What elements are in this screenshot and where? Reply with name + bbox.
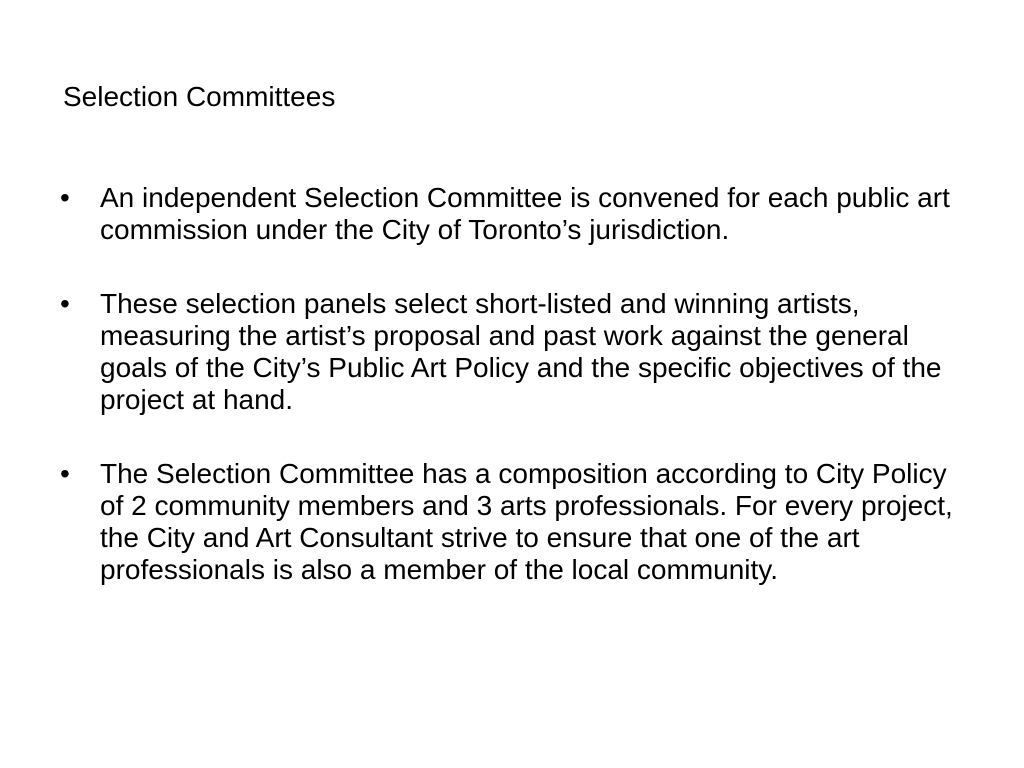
bullet-marker: • xyxy=(60,182,70,213)
bullet-marker: • xyxy=(60,288,70,319)
bullet-text: These selection panels select short-listed and winning artists, measuring the artist’s proposal and past work against the general goals of the City’s Public Art Policy and the specific objectives of the project at hand. xyxy=(100,288,942,415)
bullet-item xyxy=(60,458,960,586)
slide-title: Selection Committees xyxy=(63,81,336,112)
bullet-text: An independent Selection Committee is convened for each public art commission under the City of Toronto’s jurisdiction. xyxy=(100,182,950,245)
bullet-marker: • xyxy=(60,458,70,489)
bullet-list xyxy=(60,182,960,628)
bullet-item xyxy=(60,182,960,246)
bullet-item xyxy=(60,288,960,416)
bullet-text: The Selection Committee has a composition according to City Policy of 2 community members and 3 arts professionals. For every project, the City and Art Consultant strive to ensure that one of the art professionals is also a member of the local community. xyxy=(100,458,953,585)
